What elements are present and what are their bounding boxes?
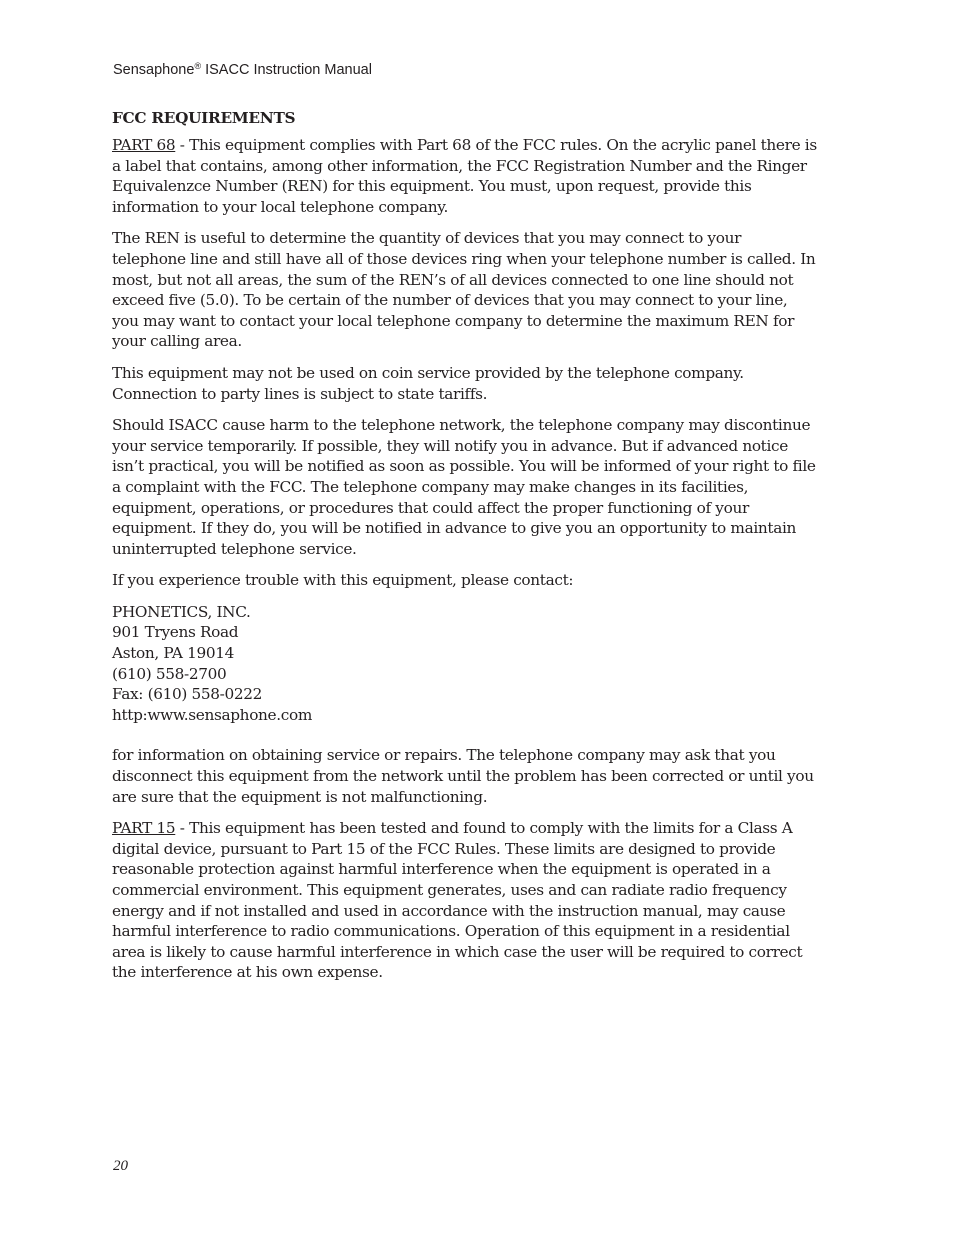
contact-fax: Fax: (610) 558-0222	[112, 685, 262, 704]
trouble-paragraph: If you experience trouble with this equipment, please contact:	[112, 571, 574, 590]
part68-label: PART 68	[112, 136, 176, 154]
contact-phone: (610) 558-2700	[112, 664, 227, 683]
contact-city: Aston, PA 19014	[112, 644, 235, 663]
page-number: 20	[113, 1158, 128, 1174]
contact-website: http:www.sensaphone.com	[112, 705, 312, 724]
part15-text: - This equipment has been tested and found to comply with the limits for a Class A digital device, pursuant to Part 15 of the FCC Rules. These limits are designed to provide reasonable protection against harmful interference when the equipment is operated in a commercial environment. This equipment generates, uses and can radiate radio frequency energy and if not installed and used in accordance with the instruction manual, may cause harmful interference to radio communications. Operation of this equipment in a residential area is likely to cause harmful interference in which case the user will be required to correct the interference at his own expense.	[112, 819, 803, 982]
header-title: ISACC Instruction Manual	[205, 62, 372, 78]
service-paragraph: for information on obtaining service or repairs. The telephone company may ask that you disconnect this equipment from the network until the problem has been corrected or until you are sure that the equipment is not malfunctioning.	[112, 746, 814, 806]
header-brand: Sensaphone	[113, 62, 195, 78]
part15-paragraph	[112, 818, 818, 983]
registered-mark: ®	[194, 61, 202, 71]
contact-company: PHONETICS, INC.	[112, 602, 251, 621]
contact-address	[112, 602, 818, 726]
part68-paragraph	[112, 135, 818, 217]
ren-paragraph: The REN is useful to determine the quantity of devices that you may connect to your telephone line and still have all of those devices ring when your telephone number is called. In most, but not all areas, the sum of the REN’s of all devices connected to one line should not exceed five (5.0). To be certain of the number of devices that you may connect to your line, you may want to contact your local telephone company to determine the maximum REN for your calling area.	[112, 229, 816, 351]
coin-service-paragraph: This equipment may not be used on coin service provided by the telephone company. Connection to party lines is subject to state tariffs.	[112, 363, 744, 403]
page-content	[112, 108, 818, 994]
contact-street: 901 Tryens Road	[112, 623, 239, 642]
network-harm-paragraph: Should ISACC cause harm to the telephone network, the telephone company may discontinue your service temporarily. If possible, they will notify you in advance. But if advanced notice isn’t practical, you will be notified as soon as possible. You will be informed of your right to file a complaint with the FCC. The telephone company may make changes in its facilities, equipment, operations, or procedures that could affect the proper functioning of your equipment. If they do, you will be notified in advance to give you an opportunity to maintain uninterrupted telephone service.	[112, 416, 816, 558]
part15-label: PART 15	[112, 819, 176, 838]
running-header	[113, 61, 372, 78]
part68-text: - This equipment complies with Part 68 of the FCC rules. On the acrylic panel there is a label that contains, among other information, the FCC Registration Number and the Ringer Equivalenzce Number (REN) for this equipment. You must, upon request, provide this information to your local telephone company.	[112, 136, 817, 216]
section-title: FCC REQUIREMENTS	[112, 109, 296, 127]
